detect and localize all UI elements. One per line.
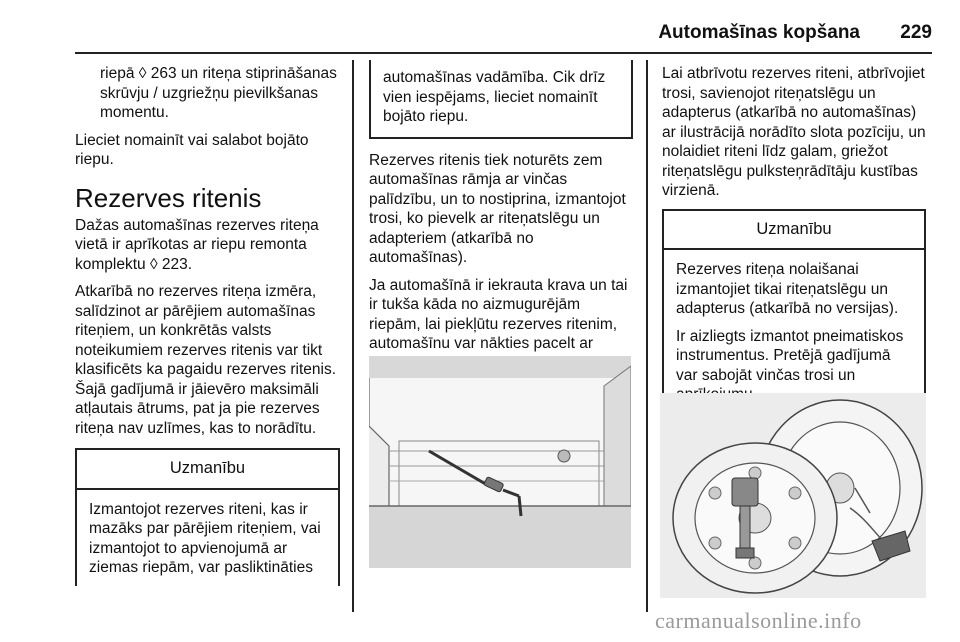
page-header-title: Automašīnas kopšana: [658, 22, 860, 43]
section-heading: Rezerves ritenis: [75, 182, 262, 213]
column-3: [662, 64, 926, 415]
rear-floor-wrench-drawing: [369, 356, 631, 568]
temporary-spare-paragraph: Atkarībā no rezerves riteņa izmēra, salīdzinot ar pārējiem automašīnas riteņiem, un konkrētās valsts noteikumiem rezerves ritenis var tikt klasificēts ka pagaidu rezerves ritenis. Šajā gadījumā ir jāievēro maksimāli atļautais ātrums, pat ja pie rezerves riteņa nav uzlīmes, kas to norādītu.: [75, 283, 337, 437]
intro-paragraph: riepā ◊ 263 un riteņa stiprināšanas skrūvju / uzgriežņu pievilkšanas momentu.: [100, 65, 337, 121]
caution-box: [75, 448, 340, 586]
caution-text-2b: Ir aizliegts izmantot pneimatiskos instrumentus. Pretējā gadījumā var sabojāt vinčas trosi un: [676, 327, 904, 384]
caution-title-2: Uzmanību: [664, 211, 924, 251]
caution-text-2a: Rezerves riteņa nolaišanai izmantojiet tikai riteņatslēgu un adapterus (atkarībā no versijas).: [676, 261, 899, 317]
caution-box-continued: automašīnas vadāmība. Cik drīz vien iespējams, lieciet nomainīt bojāto riepu.: [369, 60, 633, 139]
repair-kit-paragraph: Dažas automašīnas rezerves riteņa vietā ir aprīkotas ar riepu remonta komplektu ◊ 223.: [75, 216, 319, 273]
column-divider-2: [646, 60, 648, 612]
column-divider-1: [352, 60, 354, 612]
column-1: [75, 64, 340, 586]
caution-body-2: [664, 250, 924, 413]
wheels-drawing: [660, 393, 926, 598]
page-number: 229: [900, 22, 932, 43]
header-rule: [75, 52, 932, 54]
jack-paragraph: Ja automašīnā ir iekrauta krava un tai ir tukša kāda no aizmugurējām riepām, lai piekļūtu rezerves ritenim, automašīnu var nākties pacelt ar: [369, 276, 628, 352]
spare-wheel-winch-illustration: [369, 356, 631, 568]
replace-tire-paragraph: Lieciet nomainīt vai salabot bojāto riepu.: [75, 131, 309, 168]
caution-box-2: [662, 209, 926, 415]
release-paragraph: Lai atbrīvotu rezerves riteni, atbrīvojiet trosi, savienojot riteņatslēgu un adapterus (atkarībā no automašīnas) ar ilustrācijā norādīto slota pozīciju, un nolaidiet riteni līdz galam, griežot riteņatslēgu pulksteņrādītāju kustības virzienā.: [662, 65, 926, 199]
watermark: carmanualsonline.info: [655, 608, 862, 633]
column-2: [369, 60, 633, 381]
caution-title: Uzmanību: [77, 450, 338, 490]
caution-text: Izmantojot rezerves riteni, kas ir mazāks par pārējiem riteņiem, vai izmantojot to apvienojumā ar ziemas riepām, var pasliktināties: [89, 500, 321, 576]
wheel-wrench-adapter-illustration: [660, 393, 926, 598]
winch-paragraph: Rezerves ritenis tiek noturēts zem automašīnas rāmja ar vinčas palīdzību, un to nostiprina, izmantojot trosi, ko pievelk ar riteņatslēgu un adapteriem (atkarībā no automašīnas).: [369, 151, 626, 266]
